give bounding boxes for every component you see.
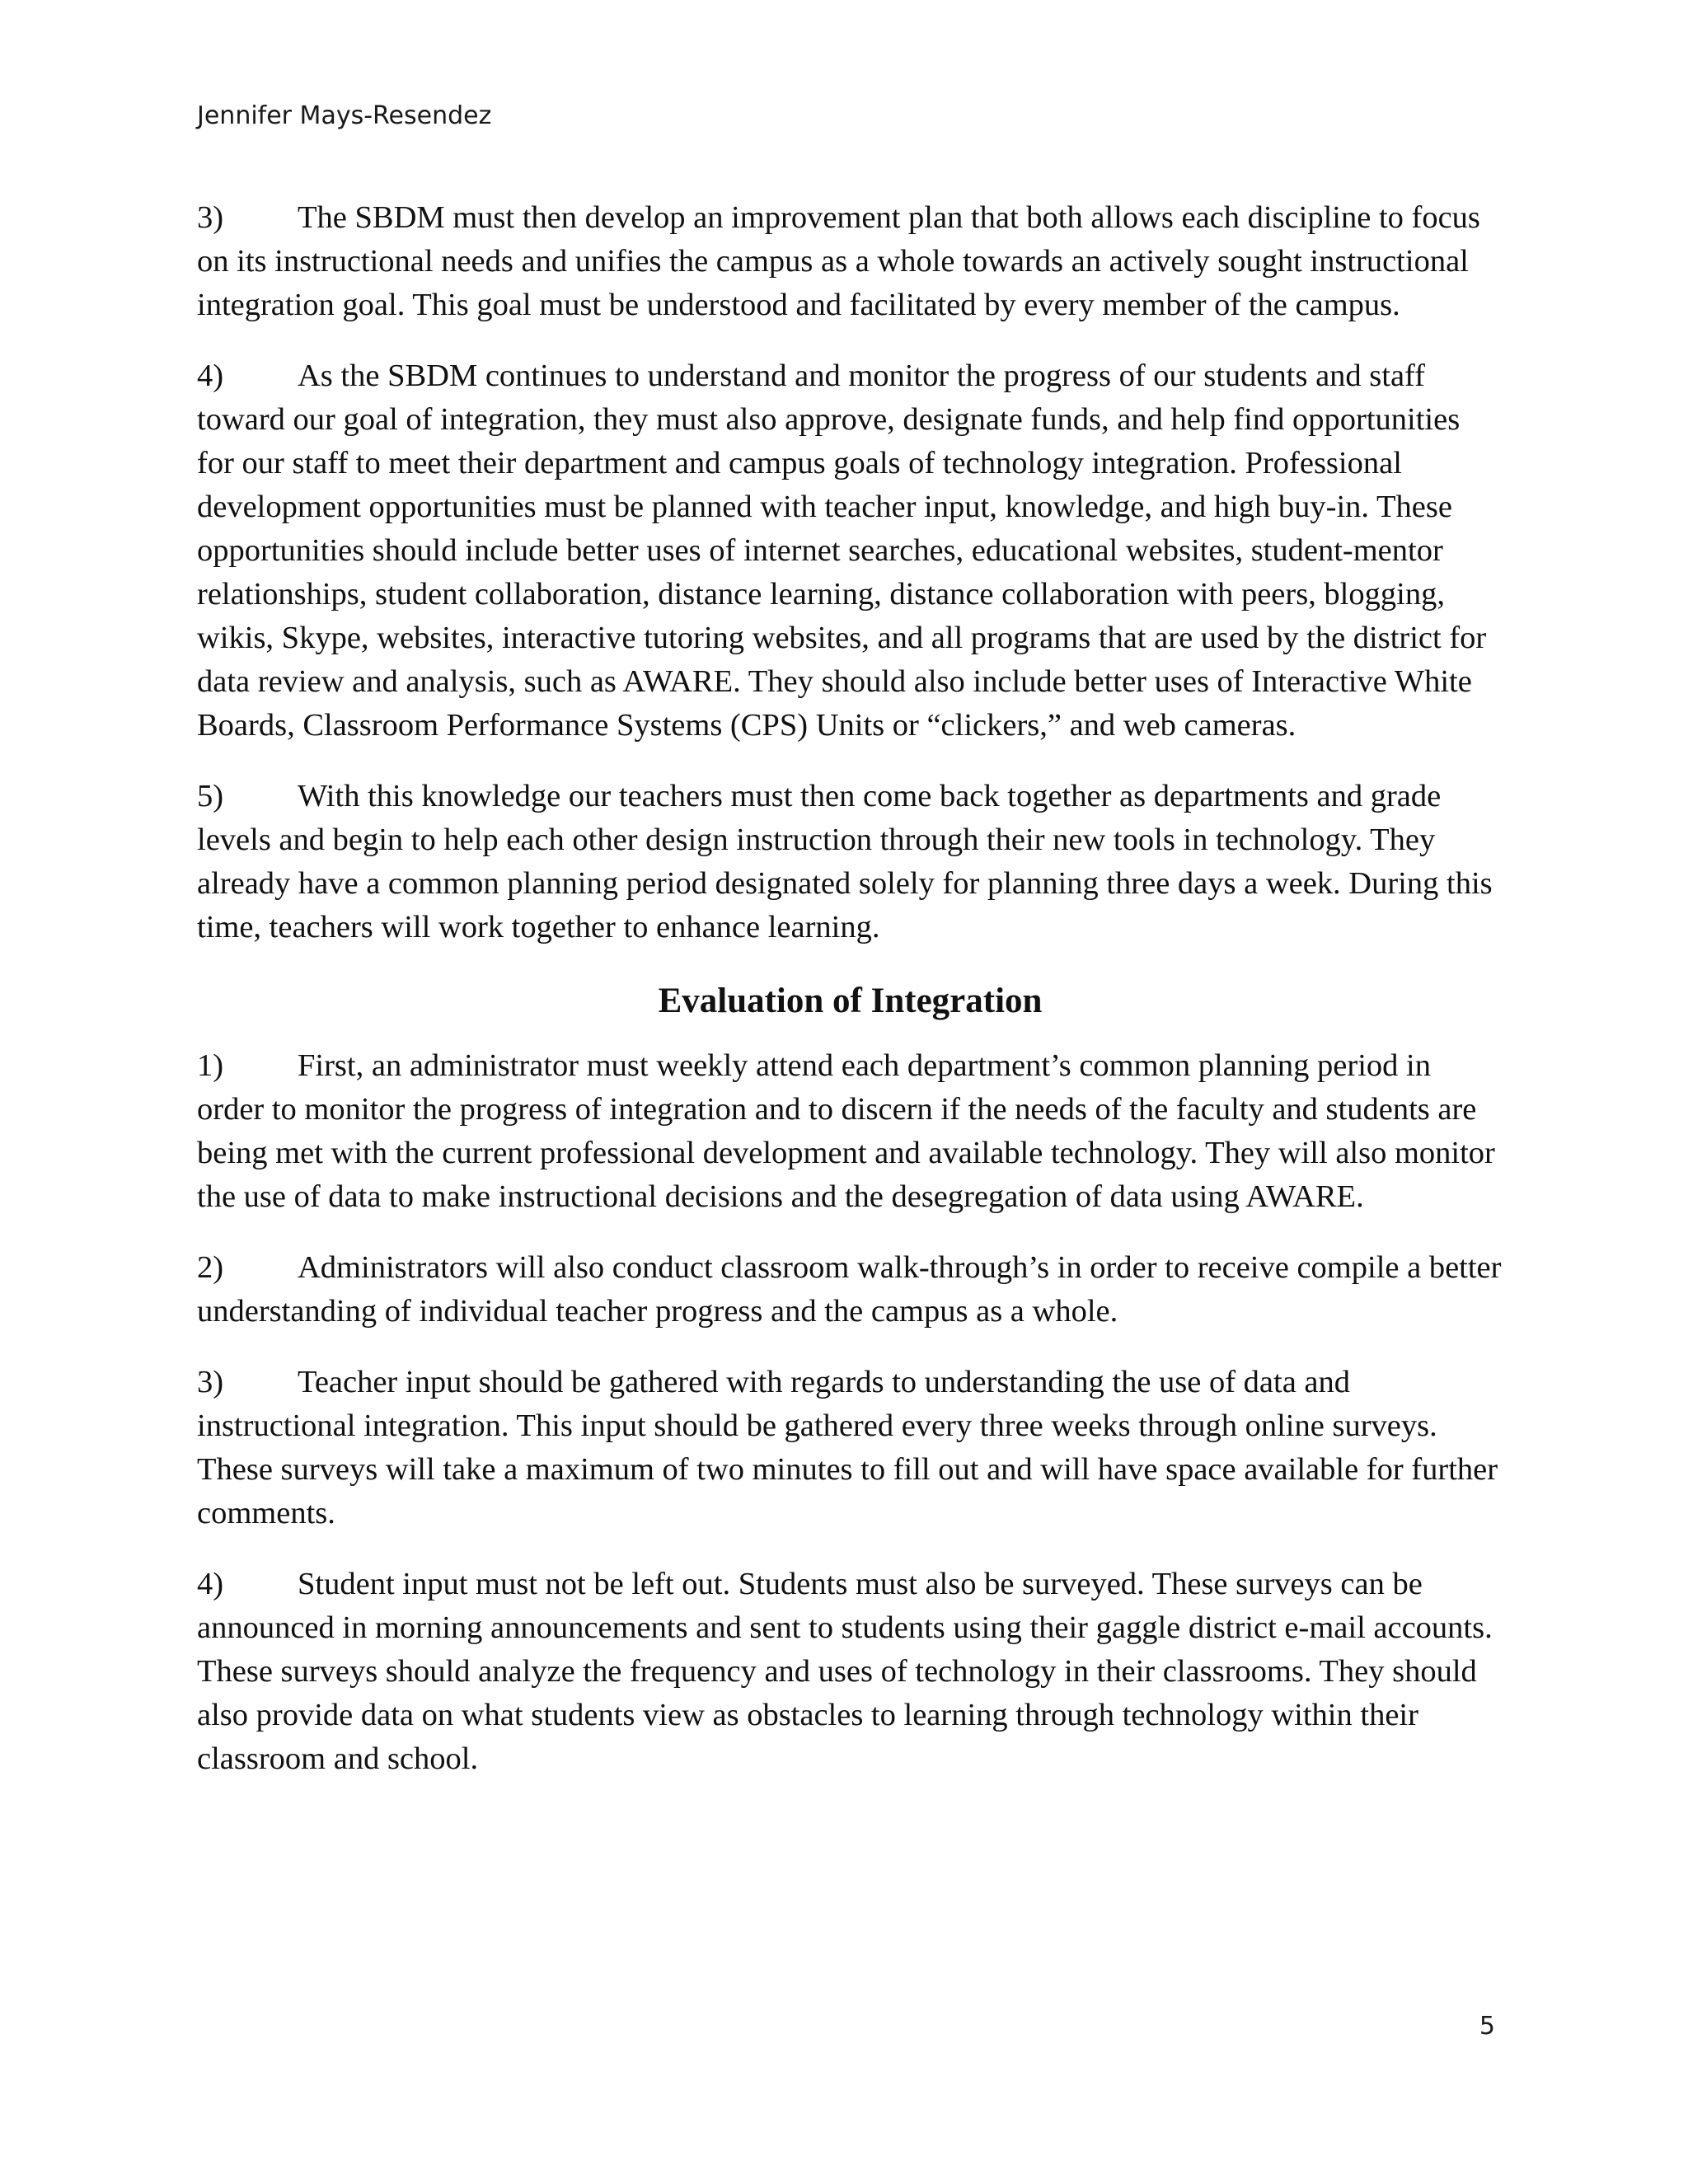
page-number: 5 xyxy=(1479,2012,1495,2041)
evaluation-item-4 xyxy=(197,1563,1503,1781)
evaluation-item-1 xyxy=(197,1044,1503,1219)
list-number: 4) xyxy=(197,1567,224,1601)
list-item-text: First, an administrator must weekly attend each department’s common planning period in order to monitor the progress of integration and to discern if the needs of the faculty and students are being met with the current professional development and available technology. They will also monitor the use of data to make instructional decisions and the desegregation of data using AWARE. xyxy=(197,1048,1495,1214)
page-header-author: Jennifer Mays-Resendez xyxy=(197,101,492,130)
list-item-text: Administrators will also conduct classroom walk-through’s in order to receive compile a better understanding of individual teacher progress and the campus as a whole. xyxy=(197,1250,1502,1329)
plan-item-4 xyxy=(197,354,1503,748)
list-item-text: Teacher input should be gathered with regards to understanding the use of data and instructional integration. This input should be gathered every three weeks through online surveys. These surveys will take a maximum of two minutes to fill out and will have space available for further comments. xyxy=(197,1365,1498,1530)
list-item-text: As the SBDM continues to understand and monitor the progress of our students and staff toward our goal of integration, they must also approve, designate funds, and help find opportunities for our staff to meet their department and campus goals of technology integration. Professional development opportunities must be planned with teacher input, knowledge, and high buy-in. These opportunities should include better uses of internet searches, educational websites, student-mentor relationships, student collaboration, distance learning, distance collaboration with peers, blogging, wikis, Skype, websites, interactive tutoring websites, and all programs that are used by the district for data review and analysis, such as AWARE. They should also include better uses of Interactive White Boards, Classroom Performance Systems (CPS) Units or “clickers,” and web cameras. xyxy=(197,359,1487,743)
plan-item-3 xyxy=(197,196,1503,327)
list-number: 1) xyxy=(197,1048,224,1083)
evaluation-item-3 xyxy=(197,1361,1503,1535)
list-item-text: Student input must not be left out. Students must also be surveyed. These surveys can be announced in morning announcements and sent to students using their gaggle district e-mail accounts. These surveys should analyze the frequency and uses of technology in their classrooms. They should also provide data on what students view as obstacles to learning through technology within their classroom and school. xyxy=(197,1567,1493,1776)
list-number: 3) xyxy=(197,1365,224,1399)
list-number: 4) xyxy=(197,359,224,393)
evaluation-item-2 xyxy=(197,1246,1503,1333)
plan-item-5 xyxy=(197,775,1503,949)
document-body xyxy=(197,196,1503,1808)
list-number: 2) xyxy=(197,1250,224,1285)
section-heading-evaluation: Evaluation of Integration xyxy=(658,982,1043,1020)
list-number: 3) xyxy=(197,200,224,235)
list-number: 5) xyxy=(197,779,224,813)
list-item-text: With this knowledge our teachers must then come back together as departments and grade levels and begin to help each other design instruction through their new tools in technology. They already have a common planning period designated solely for planning three days a week. During this time, teachers will work together to enhance learning. xyxy=(197,779,1493,944)
list-item-text: The SBDM must then develop an improvement plan that both allows each discipline to focus on its instructional needs and unifies the campus as a whole towards an actively sought instructional integration goal. This goal must be understood and facilitated by every member of the campus. xyxy=(197,200,1480,322)
